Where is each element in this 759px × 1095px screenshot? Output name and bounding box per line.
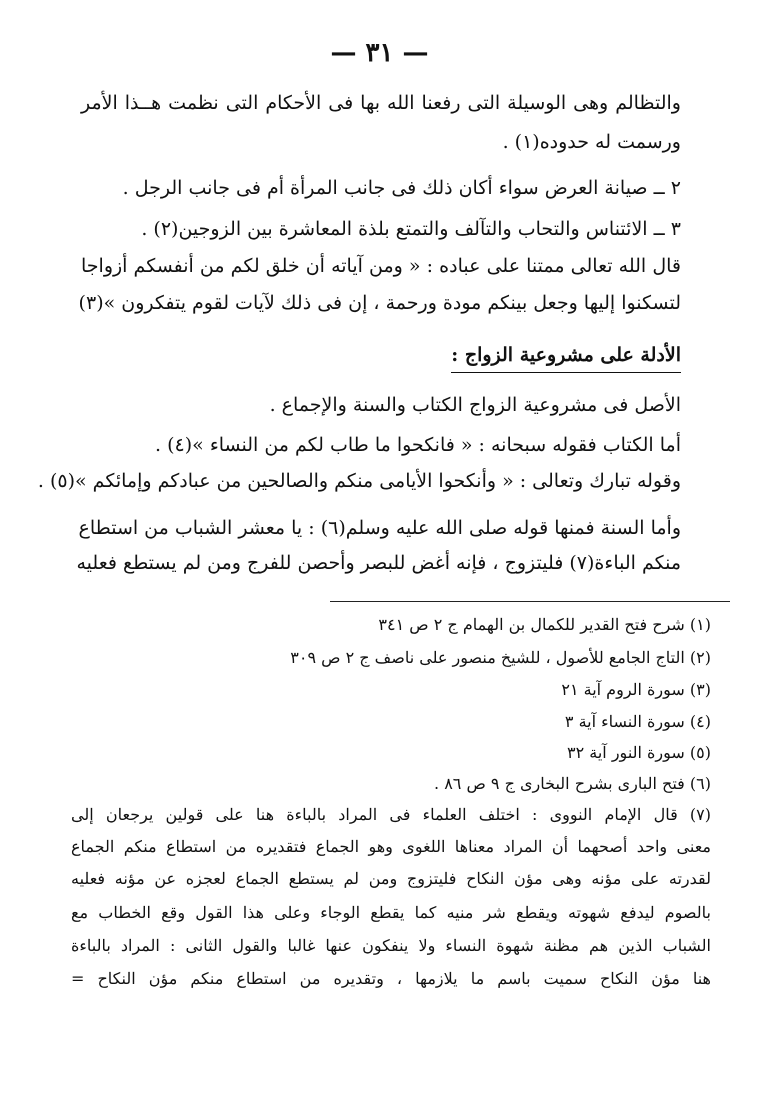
footnote-6: (٦) فتح البارى بشرح البخارى ج ٩ ص ٨٦ . xyxy=(434,774,711,793)
footnote-2: (٢) التاج الجامع للأصول ، للشيخ منصور على ناصف ج ٢ ص ٣٠٩ xyxy=(290,648,711,667)
footnote-7-line-1: (٧) قال الإمام النووى : اختلف العلماء فى المراد بالباءة هنا على قولين يرجعان إلى xyxy=(71,805,711,824)
footnote-7-line-5: الشباب الذين هم مظنة شهوة النساء ولا ينفكون عنها غالبا والقول الثانى : المراد بالباءة xyxy=(71,936,711,955)
footnote-7-line-3: لقدرته على مؤنه وهى مؤن النكاح فليتزوج ومن لم يستطع الجماع لعجزه عن مؤنه فعليه xyxy=(71,869,711,888)
footnote-5: (٥) سورة النور آية ٣٢ xyxy=(566,743,711,762)
body-line-8: أما الكتاب فقوله سبحانه : « فانكحوا ما طاب لكم من النساء »(٤) . xyxy=(155,434,681,456)
body-line-4: ٣ ــ الائتناس والتحاب والتآلف والتمتع بلذة المعاشرة بين الزوجين(٢) . xyxy=(141,218,681,240)
footnote-7-line-4: بالصوم ليدفع شهوته ويقطع شر منيه كما يقطع الوجاء وعلى هذا القول وقع الخطاب مع xyxy=(71,903,711,922)
body-line-9: وقوله تبارك وتعالى : « وأنكحوا الأيامى منكم والصالحين من عبادكم وإمائكم »(٥) . xyxy=(37,470,681,492)
footnote-divider xyxy=(330,601,730,602)
footnote-4: (٤) سورة النساء آية ٣ xyxy=(564,712,711,731)
body-line-7: الأصل فى مشروعية الزواج الكتاب والسنة والإجماع . xyxy=(269,394,681,416)
body-line-6: لتسكنوا إليها وجعل بينكم مودة ورحمة ، إن فى ذلك لآيات لقوم يتفكرون »(٣) xyxy=(78,292,681,314)
body-line-5: قال الله تعالى ممتنا على عباده : « ومن آياته أن خلق لكم من أنفسكم أزواجا xyxy=(81,255,681,277)
footnote-7-line-6: هنا مؤن النكاح سميت باسم ما يلازمها ، وتقديره من استطاع منكم مؤن النكاح = xyxy=(71,969,711,988)
footnote-3: (٣) سورة الروم آية ٢١ xyxy=(561,680,711,699)
page-number: — ٣١ — xyxy=(330,38,429,68)
body-line-10: وأما السنة فمنها قوله صلى الله عليه وسلم(٦) : يا معشر الشباب من استطاع xyxy=(78,517,681,539)
body-line-11: منكم الباءة(٧) فليتزوج ، فإنه أغض للبصر وأحصن للفرج ومن لم يستطع فعليه xyxy=(76,552,681,574)
footnote-1: (١) شرح فتح القدير للكمال بن الهمام ج ٢ ص ٣٤١ xyxy=(378,615,711,634)
footnote-7-line-2: معنى واحد أصحهما أن المراد معناها اللغوى وهو الجماع فتقديره من استطاع منكم الجماع xyxy=(71,837,711,856)
body-line-3: ٢ ــ صيانة العرض سواء أكان ذلك فى جانب المرأة أم فى جانب الرجل . xyxy=(122,177,681,199)
section-heading: الأدلة على مشروعية الزواج : xyxy=(451,340,681,373)
body-line-1: والتظالم وهى الوسيلة التى رفعنا الله بها فى الأحكام التى نظمت هــذا الأمر xyxy=(81,92,681,114)
body-line-2: ورسمت له حدوده(١) . xyxy=(502,131,681,153)
